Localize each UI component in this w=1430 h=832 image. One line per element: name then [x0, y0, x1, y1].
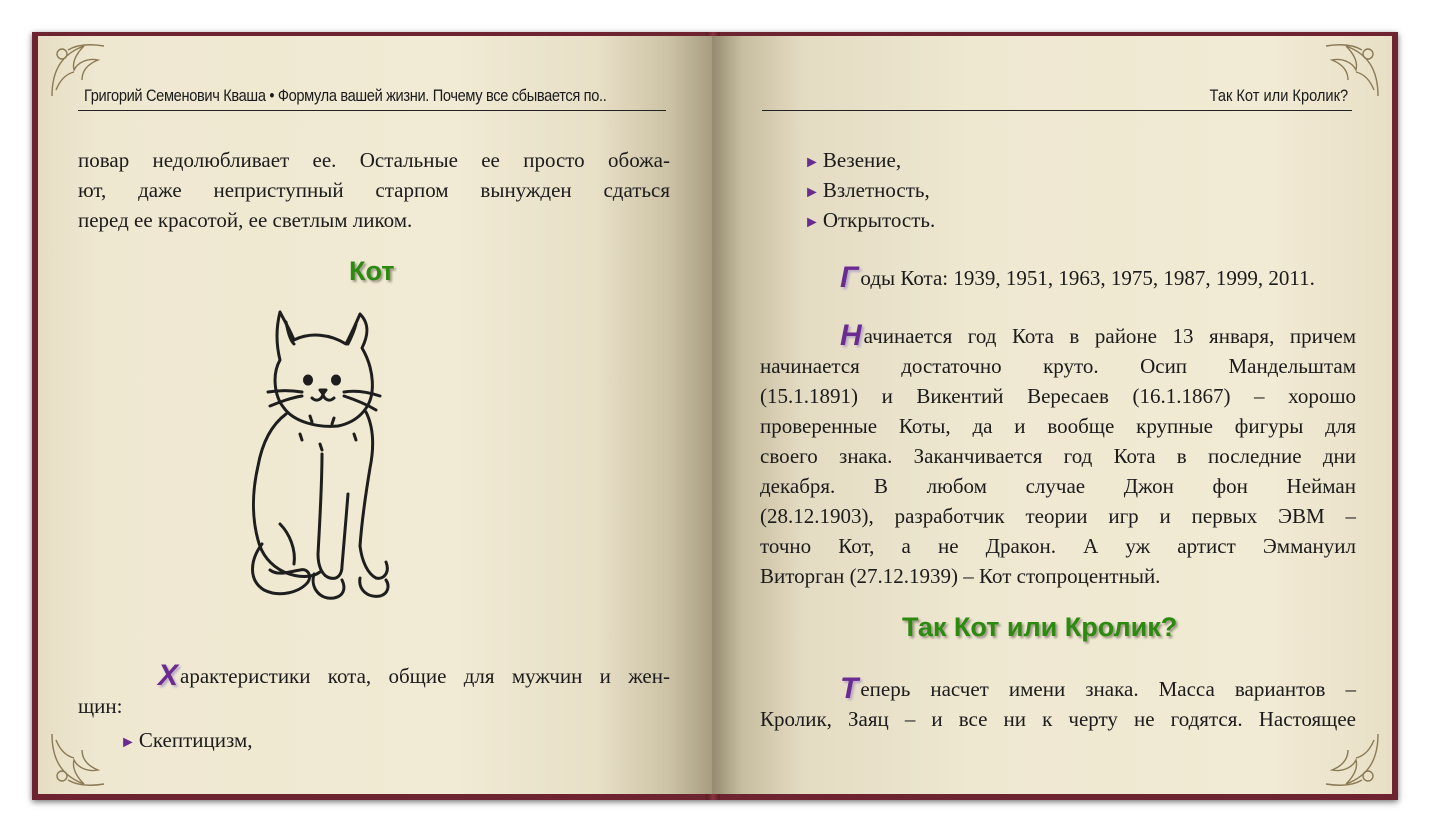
- triangle-right-icon: ►: [804, 214, 820, 231]
- triangle-right-icon: ►: [804, 154, 820, 171]
- characteristics-paragraph: [78, 661, 670, 721]
- running-header-right: Так Кот или Кролик?: [1209, 86, 1348, 105]
- text-line: своего знака. Заканчивается год Кота в последние дни: [760, 444, 1356, 468]
- text-line: (28.12.1903), разработчик теории игр и первых ЭВМ –: [760, 504, 1356, 528]
- right-page[interactable]: [712, 36, 1392, 794]
- list-item: [804, 205, 935, 238]
- list-item-label: Открытость.: [822, 208, 936, 232]
- list-item-label: Скептицизм,: [138, 728, 253, 752]
- section-heading-cat: Кот: [349, 256, 395, 286]
- text-line: повар недолюбливает ее. Остальные ее просто обожа-: [78, 148, 670, 172]
- text-line: декабря. В любом случае Джон фон Нейман: [760, 474, 1356, 498]
- list-item: [120, 725, 253, 758]
- header-rule: [762, 110, 1352, 111]
- text-line: Кролик, Заяц – и все ни к черту не годятся. Настоящее: [760, 707, 1356, 731]
- dropcap: Т: [840, 672, 859, 705]
- years-paragraph: [760, 263, 1356, 293]
- dropcap: Н: [840, 319, 862, 352]
- text-line: проверенные Коты, да и вообще крупные фигуры для: [760, 414, 1356, 438]
- text-span: оды Кота: 1939, 1951, 1963, 1975, 1987, 1999, 2011.: [860, 266, 1315, 290]
- dropcap: Х: [158, 659, 179, 692]
- text-line: щин:: [78, 694, 123, 718]
- header-rule: [78, 110, 666, 111]
- text-line: (15.1.1891) и Викентий Вересаев (16.1.1867) – хорошо: [760, 384, 1356, 408]
- triangle-right-icon: ►: [120, 734, 136, 751]
- section-heading-cat-or-rabbit: Так Кот или Кролик?: [902, 612, 1178, 642]
- name-paragraph: [760, 674, 1356, 734]
- text-span: еперь насчет имени знака. Масса вариантов –: [860, 677, 1356, 701]
- list-item: [804, 175, 930, 208]
- list-item-label: Везение,: [822, 148, 902, 172]
- text-line: точно Кот, а не Дракон. А уж артист Эммануил: [760, 534, 1356, 558]
- ornament-corner-icon: [48, 730, 108, 790]
- start-paragraph: [760, 321, 1356, 591]
- text-line: [78, 661, 670, 691]
- triangle-right-icon: ►: [804, 184, 820, 201]
- list-item: [804, 145, 901, 178]
- ornament-corner-icon: [1322, 730, 1382, 790]
- text-line: начинается достаточно круто. Осип Мандельштам: [760, 354, 1356, 378]
- intro-paragraph: [78, 145, 670, 235]
- text-line: [760, 674, 1356, 704]
- text-line: перед ее красотой, ее светлым ликом.: [78, 208, 413, 232]
- running-header-left: Григорий Семенович Кваша • Формула вашей жизни. Почему все сбывается по..: [84, 86, 607, 105]
- text-line: [760, 321, 1356, 351]
- dropcap: Г: [840, 261, 859, 294]
- cat-illustration: [250, 304, 450, 624]
- text-span: ачинается год Кота в районе 13 января, причем: [863, 324, 1356, 348]
- list-item-label: Взлетность,: [822, 178, 930, 202]
- text-line: [760, 263, 1356, 293]
- text-line: ют, даже неприступный старпом вынужден сдаться: [78, 178, 670, 202]
- left-page[interactable]: [38, 36, 712, 794]
- open-book: [32, 32, 1398, 800]
- text-span: арактеристики кота, общие для мужчин и жен-: [180, 664, 670, 688]
- text-line: Виторган (27.12.1939) – Кот стопроцентный.: [760, 564, 1161, 588]
